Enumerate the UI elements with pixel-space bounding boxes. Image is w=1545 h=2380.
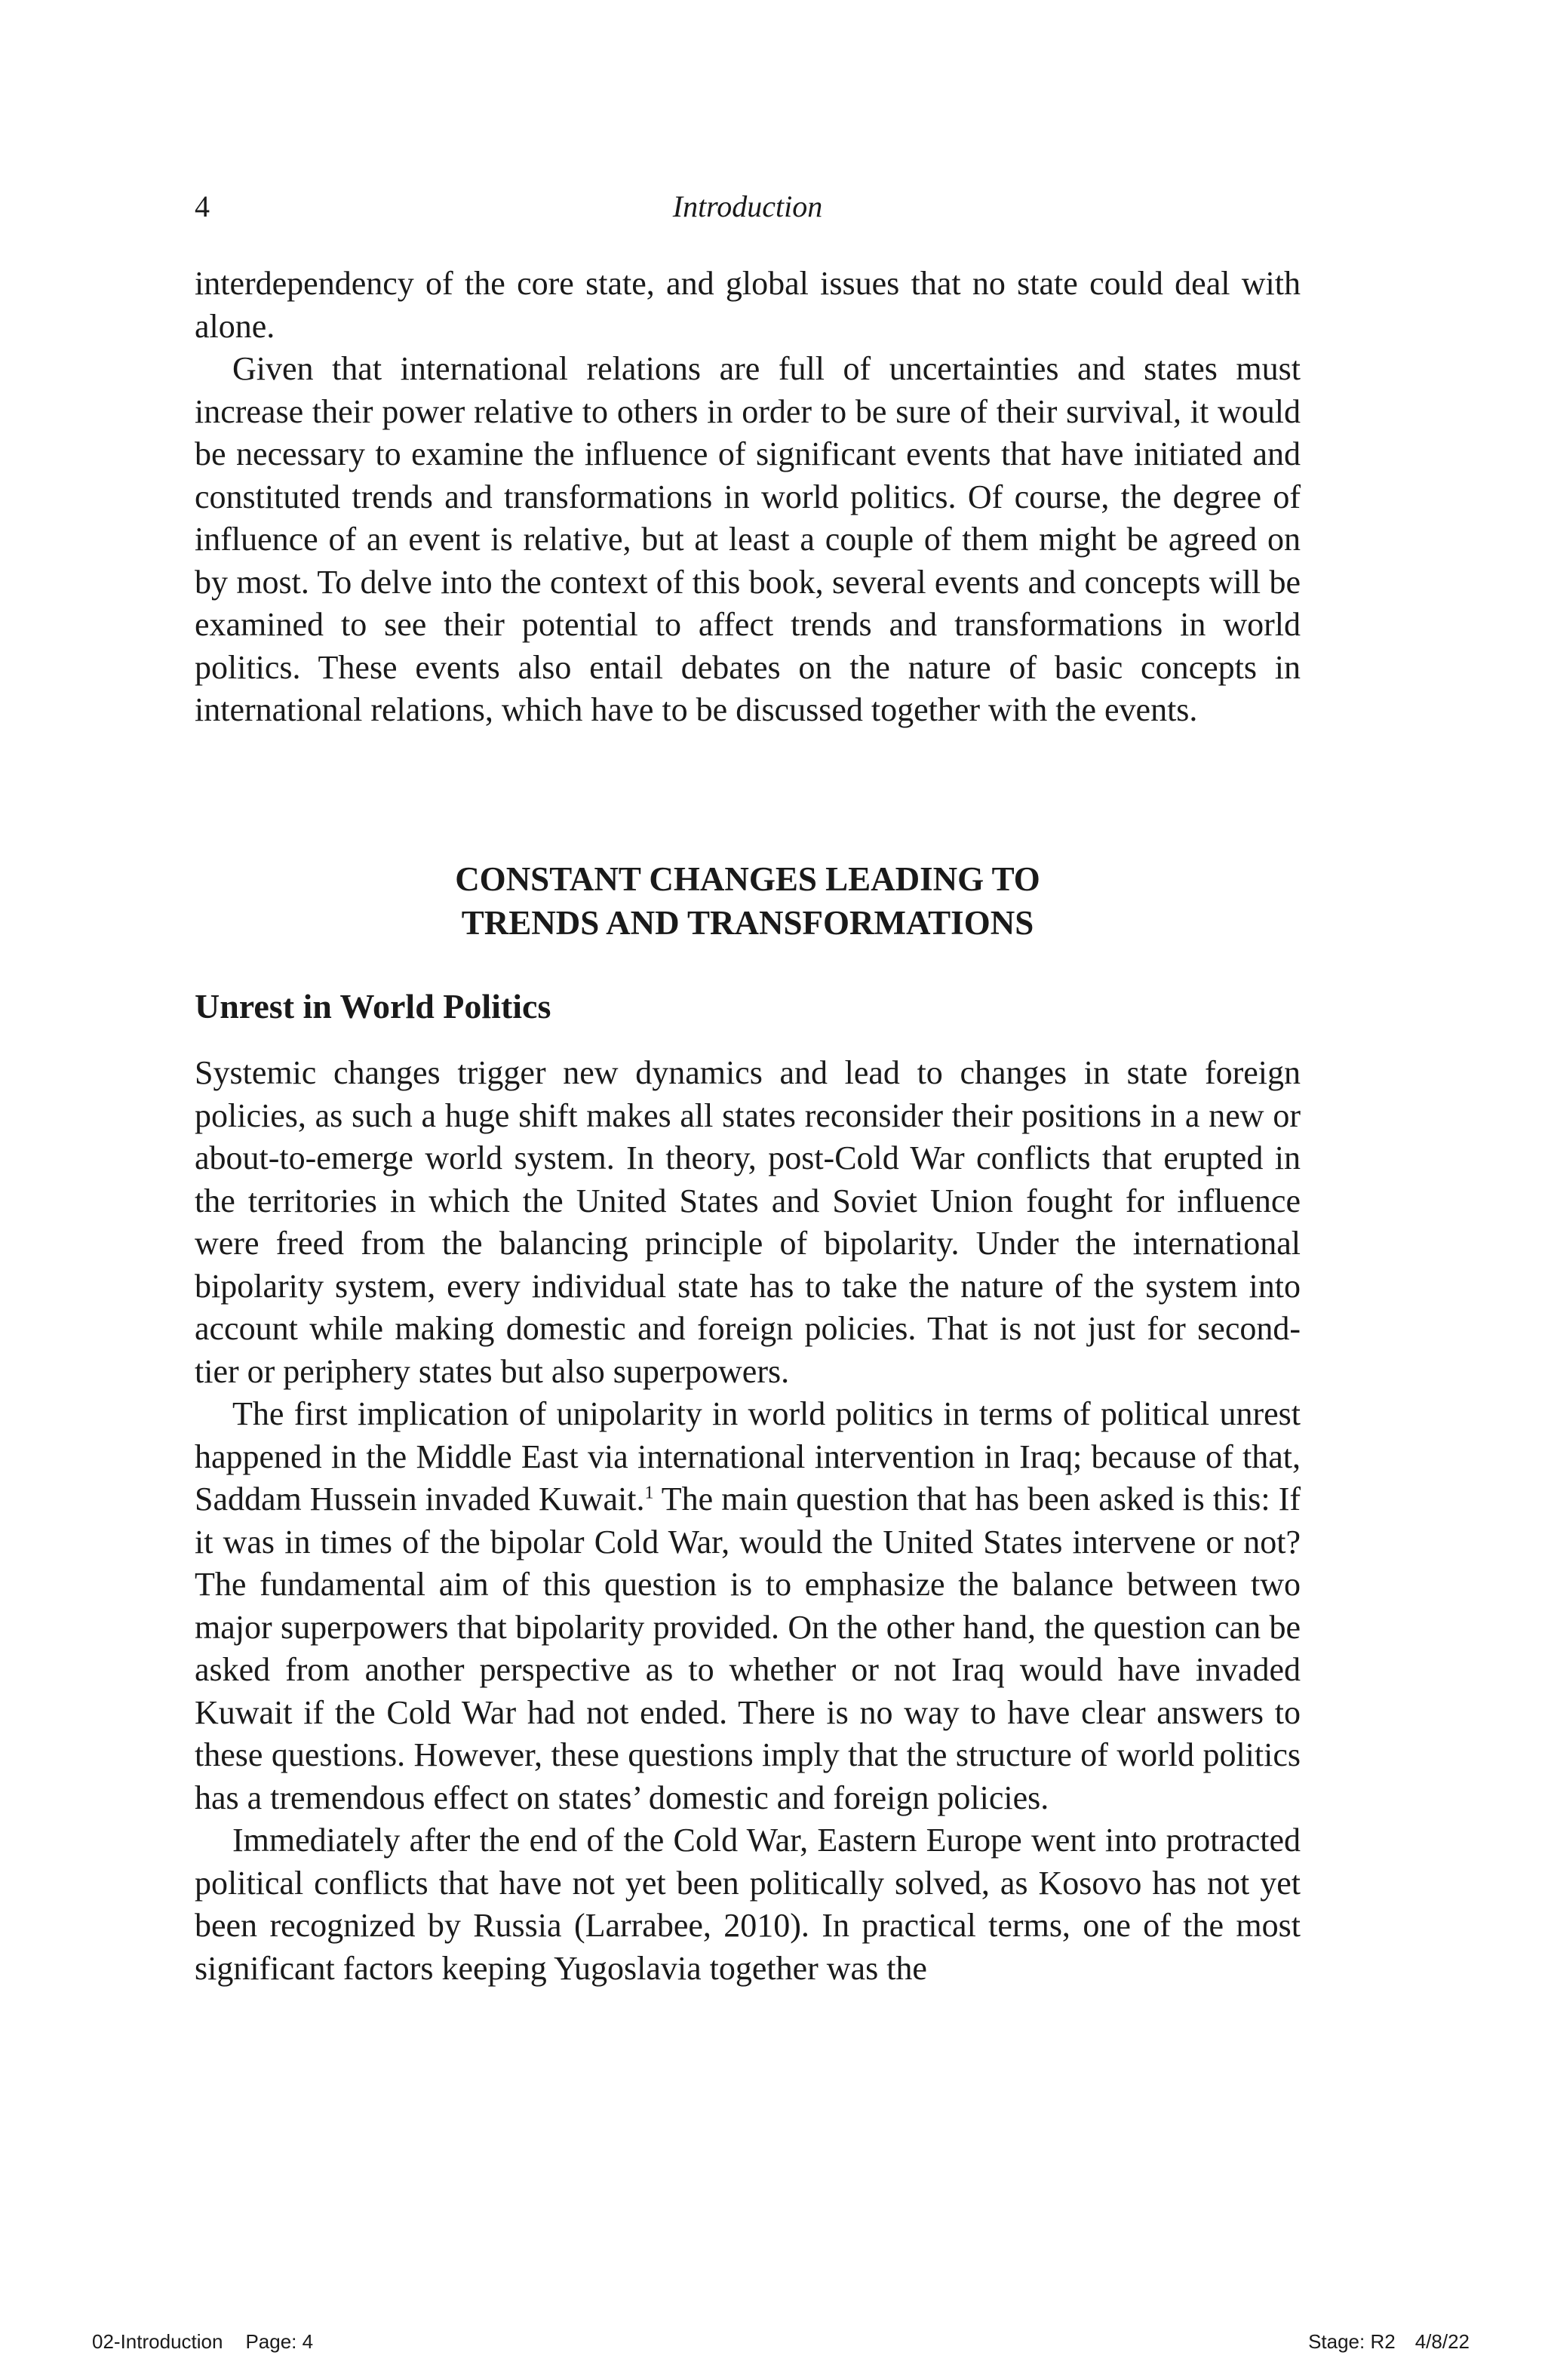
section-heading-line-2: TRENDS AND TRANSFORMATIONS [461, 904, 1034, 942]
footnote-marker[interactable]: 1 [644, 1483, 654, 1503]
footer-left [92, 2329, 313, 2354]
section-heading-main [195, 857, 1301, 945]
continued-paragraph: interdependency of the core state, and global issues that no state could deal with alone. [195, 265, 1301, 345]
page-number: 4 [195, 189, 210, 223]
footer-page-label: Page: 4 [245, 2330, 314, 2353]
paragraph-text: The main question that has been asked is this: If it was in times of the bipolar Cold War, would the United States intervene or not? The fundamental aim of this question is to emphasize the balance between two major superpowers that bipolarity provided. On the other hand, the question can be asked from another perspective as to whether or not Iraq would have invaded Kuwait if the Cold War had not ended. There is no way to have clear answers to these questions. However, these questions imply that the structure of world politics has a tremendous effect on states’ domestic and foreign policies. [195, 1481, 1301, 1816]
running-head [195, 184, 1301, 229]
subsection-text-block [195, 1052, 1301, 1990]
body-paragraph-with-note [195, 1393, 1301, 1819]
footer-right [1308, 2329, 1470, 2354]
body-paragraph: Given that international relations are full of uncertainties and states must increase their power relative to others in order to be sure of their survival, it would be necessary to examine the influence of significant events that have initiated and constituted trends and transformations in world politics. Of course, the degree of influence of an event is relative, but at least a couple of them might be agreed on by most. To delve into the context of this book, several events and concepts will be examined to see their potential to affect trends and transformations in world politics. These events also entail debates on the nature of basic concepts in international relations, which have to be discussed together with the events. [195, 350, 1301, 728]
opening-text-block [195, 263, 1301, 732]
body-paragraph: Immediately after the end of the Cold War, Eastern Europe went into protracted political conflicts that have not yet been politically solved, as Kosovo has not yet been recognized by Russia (Larrabee, 2010). In practical terms, one of the most significant factors keeping Yugoslavia together was the [195, 1822, 1301, 1987]
footer-file-label: 02-Introduction [92, 2330, 223, 2353]
paragraph-text: The first implication of unipolarity in world politics in terms of political unrest happened in the Middle East via international intervention in Iraq; because of that, Saddam Hussein invaded Kuwait. [195, 1395, 1301, 1517]
running-title: Introduction [672, 189, 823, 223]
subsection-heading: Unrest in World Politics [195, 987, 551, 1025]
footer-stage-label: Stage: R2 [1308, 2330, 1396, 2353]
footer-date-label: 4/8/22 [1414, 2330, 1470, 2353]
body-paragraph: Systemic changes trigger new dynamics and lead to changes in state foreign policies, as such a huge shift makes all states reconsider their positions in a new or about-to-emerge world system. In theory, post-Cold War conflicts that erupted in the territories in which the United States and Soviet Union fought for influence were freed from the balancing principle of bipolarity. Under the international bipolarity system, every individual state has to take the nature of the system into account while making domestic and foreign policies. That is not just for second-tier or periphery states but also superpowers. [195, 1054, 1301, 1390]
section-heading-line-1: CONSTANT CHANGES LEADING TO [455, 860, 1040, 898]
